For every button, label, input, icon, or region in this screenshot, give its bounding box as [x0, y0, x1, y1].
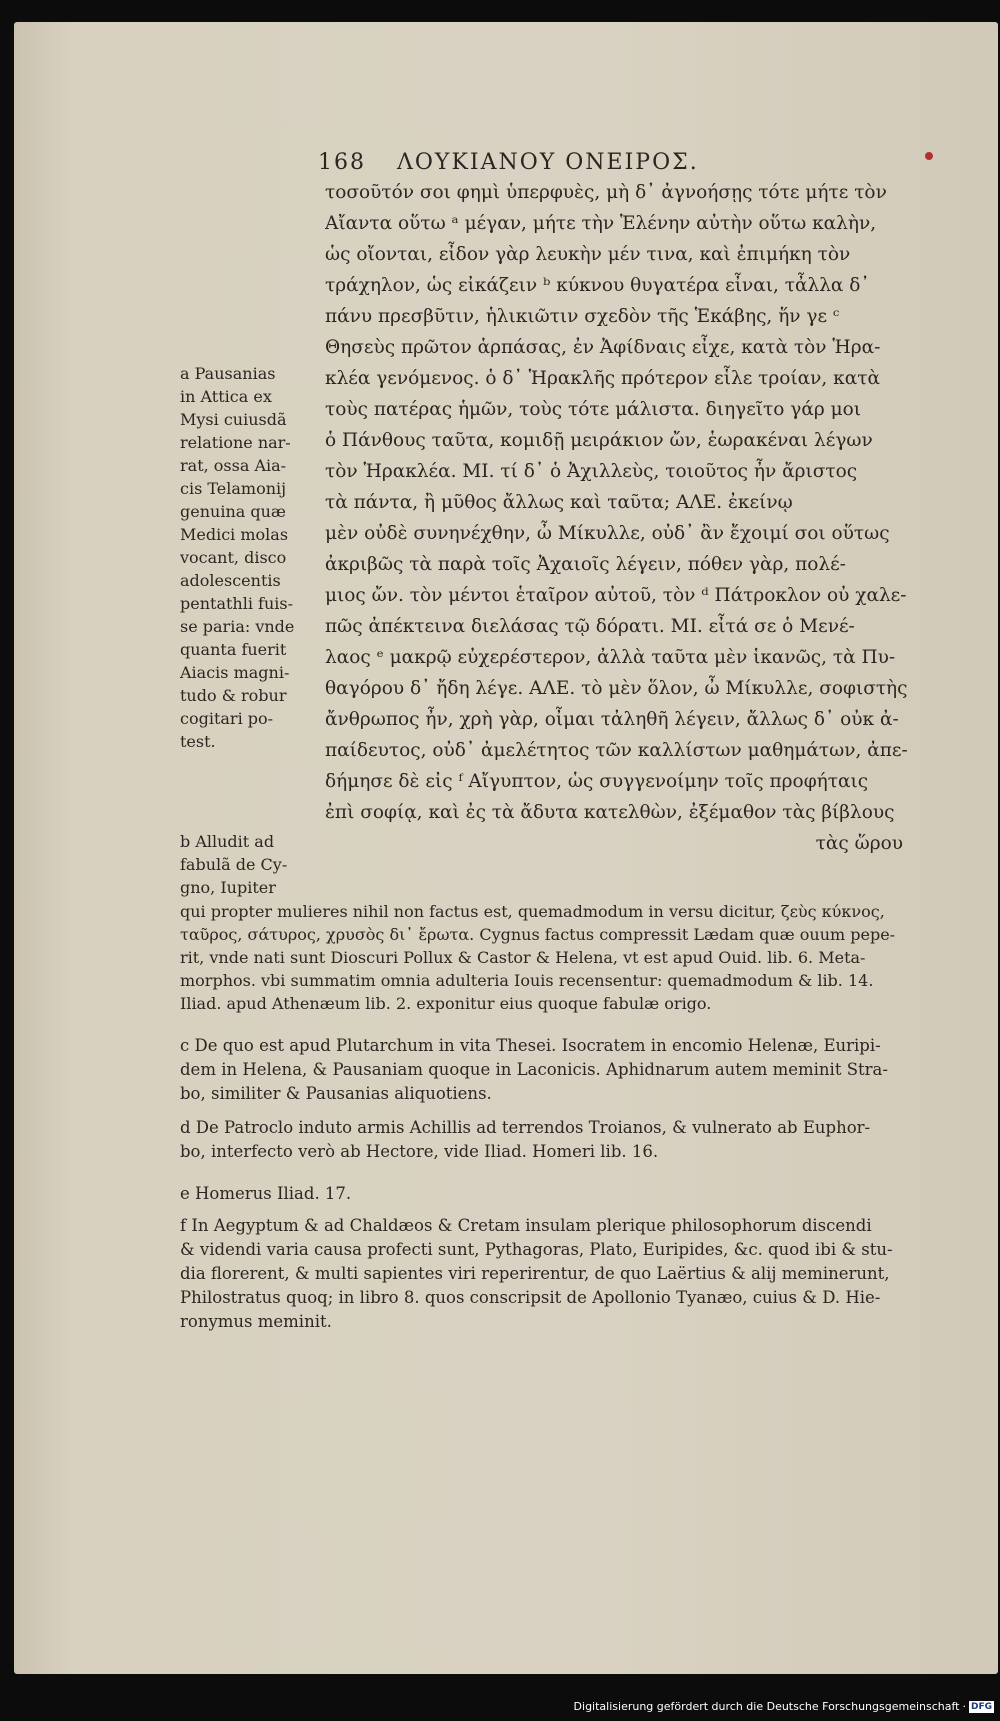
text-line: Mysi cuiusdã	[180, 410, 287, 429]
text-line: ἀκριβῶς τὰ παρὰ τοῖς Ἀχαιοῖς λέγειν, πόθεν γὰρ, πολέ-	[325, 554, 846, 575]
text-line: relatione nar-	[180, 433, 291, 452]
text-line: pentathli fuis-	[180, 594, 293, 613]
text-line: Θησεὺς πρῶτον ἁρπάσας, ἐν Ἀφίδναις εἶχε, κατὰ τὸν Ἡρα-	[325, 337, 881, 358]
text-line: rat, ossa Aia-	[180, 456, 287, 475]
ink-mark	[925, 152, 933, 160]
text-line: dem in Helena, & Pausaniam quoque in Laconicis. Aphidnarum autem meminit Stra-	[180, 1060, 888, 1079]
text-line: Iliad. apud Athenæum lib. 2. exponitur eius quoque fabulæ origo.	[180, 994, 712, 1013]
text-line: genuina quæ	[180, 502, 286, 521]
text-line: πάνυ πρεσβῦτιν, ἡλικιῶτιν σχεδὸν τῆς Ἑκάβης, ἥν γε ᶜ	[325, 306, 840, 327]
text-line: τὰς ὥρου	[815, 833, 903, 854]
text-line: ὡς οἴονται, εἶδον γὰρ λευκὴν μέν τινα, καὶ ἐπιμήκη τὸν	[325, 244, 851, 265]
text-line: ἄνθρωπος ἦν, χρὴ γὰρ, οἶμαι τἀληθῆ λέγειν, ἄλλως δ᾽ οὐκ ἀ-	[325, 709, 899, 730]
text-line: rit, vnde nati sunt Dioscuri Pollux & Castor & Helena, vt est apud Ouid. lib. 6. Meta-	[180, 948, 866, 967]
margin-note-a	[180, 362, 310, 753]
text-line: test.	[180, 732, 216, 751]
text-line: dia florerent, & multi sapientes viri reperirentur, de quo Laërtius & alij meminerunt,	[180, 1264, 890, 1283]
text-line: Aiacis magni-	[180, 663, 290, 682]
text-line: c De quo est apud Plutarchum in vita Thesei. Isocratem in encomio Helenæ, Euripi-	[180, 1036, 881, 1055]
text-line: τοσοῦτόν σοι φημὶ ὑπερφυὲς, μὴ δ᾽ ἀγνοήσῃς τότε μήτε τὸν	[325, 182, 887, 203]
text-line: quanta fuerit	[180, 640, 287, 659]
text-line: Medici molas	[180, 525, 289, 544]
digitization-credit: Digitalisierung gefördert durch die Deutsche Forschungsgemeinschaft · DFG	[573, 1700, 992, 1713]
footnote-f	[180, 1214, 922, 1334]
text-line: μὲν οὐδὲ συνηνέχθην, ὦ Μίκυλλε, οὐδ᾽ ἂν ἔχοιμί σοι οὕτως	[325, 523, 890, 544]
text-line: κλέα γενόμενος. ὁ δ᾽ Ἡρακλῆς πρότερον εἷλε τροίαν, κατὰ	[325, 368, 880, 389]
footnote-d	[180, 1116, 922, 1164]
footnote-c	[180, 1034, 922, 1106]
text-line: θαγόρου δ᾽ ἤδη λέγε. ΑΛΕ. τὸ μὲν ὅλον, ὦ Μίκυλλε, σοφιστὴς	[325, 678, 908, 699]
text-line: qui propter mulieres nihil non factus est, quemadmodum in versu dicitur, ζεὺς κύκνος,	[180, 902, 885, 921]
text-line: fabulã de Cy-	[180, 855, 288, 874]
text-line: d De Patroclo induto armis Achillis ad terrendos Troianos, & vulnerato ab Euphor-	[180, 1118, 871, 1137]
text-line: & videndi varia causa profecti sunt, Pythagoras, Plato, Euripides, &c. quod ibi & stu-	[180, 1240, 893, 1259]
credit-text: Digitalisierung gefördert durch die Deutsche Forschungsgemeinschaft	[573, 1700, 960, 1713]
text-line: ταῦρος, σάτυρος, χρυσὸς δι᾽ ἔρωτα. Cygnus factus compressit Lædam quæ ouum pepe-	[180, 925, 896, 944]
text-line: δήμησε δὲ εἰς ᶠ Αἴγυπτον, ὡς συγγενοίμην τοῖς προφήταις	[325, 771, 869, 792]
text-line: ὁ Πάνθους ταῦτα, κομιδῇ μειράκιον ὤν, ἑωρακέναι λέγων	[325, 430, 873, 451]
text-line: a Pausanias	[180, 364, 276, 383]
text-line: se paria: vnde	[180, 617, 295, 636]
text-line: in Attica ex	[180, 387, 272, 406]
text-line: bo, similiter & Pausanias aliquotiens.	[180, 1084, 492, 1103]
footnote-e	[180, 1182, 922, 1206]
text-line: παίδευτος, οὐδ᾽ ἀμελέτητος τῶν καλλίστων μαθημάτων, ἀπε-	[325, 740, 908, 761]
text-line: ἐπὶ σοφίᾳ, καὶ ἐς τὰ ἄδυτα κατελθὼν, ἐξέμαθον τὰς βίβλους	[325, 802, 895, 823]
text-line: gno, Iupiter	[180, 878, 276, 897]
text-line: tudo & robur	[180, 686, 287, 705]
text-line: cis Telamonij	[180, 479, 287, 498]
text-line: μιος ὤν. τὸν μέντοι ἑταῖρον αὐτοῦ, τὸν ᵈ Πάτροκλον οὐ χαλε-	[325, 585, 907, 606]
footnote-b-continued	[180, 900, 922, 1015]
dfg-logo: DFG	[970, 1701, 992, 1712]
text-line: τοὺς πατέρας ἡμῶν, τοὺς τότε μάλιστα. διηγεῖτο γάρ μοι	[325, 399, 862, 420]
text-line: e Homerus Iliad. 17.	[180, 1184, 352, 1203]
margin-note-b	[180, 830, 310, 899]
text-line: bo, interfecto verò ab Hectore, vide Iliad. Homeri lib. 16.	[180, 1142, 659, 1161]
text-line: f In Aegyptum & ad Chaldæos & Cretam insulam plerique philosophorum discendi	[180, 1216, 872, 1235]
running-header	[318, 150, 918, 175]
page-number: 168	[318, 150, 366, 175]
text-line: vocant, disco	[180, 548, 287, 567]
text-line: cogitari po-	[180, 709, 274, 728]
text-line: ronymus meminit.	[180, 1312, 332, 1331]
text-line: τράχηλον, ὡς εἰκάζειν ᵇ κύκνου θυγατέρα εἶναι, τἆλλα δ᾽	[325, 275, 870, 296]
text-line: λαος ᵉ μακρῷ εὐχερέστερον, ἀλλὰ ταῦτα μὲν ἱκανῶς, τὰ Πυ-	[325, 647, 896, 668]
text-line: b Alludit ad	[180, 832, 275, 851]
text-line: adolescentis	[180, 571, 281, 590]
running-title: ΛΟΥΚΙΑΝΟΥ ΟΝΕΙΡΟΣ.	[397, 150, 699, 175]
text-line: morphos. vbi summatim omnia adulteria Iouis recensentur: quemadmodum & lib. 14.	[180, 971, 874, 990]
text-line: πῶς ἀπέκτεινα διελάσας τῷ δόρατι. ΜΙ. εἶτά σε ὁ Μενέ-	[325, 616, 855, 637]
text-line: τὰ πάντα, ἢ μῦθος ἄλλως καὶ ταῦτα; ΑΛΕ. ἐκείνῳ	[325, 492, 793, 513]
text-line: Philostratus quoq; in libro 8. quos conscripsit de Apollonio Tyanæo, cuius & D. Hie-	[180, 1288, 881, 1307]
greek-main-text	[325, 177, 923, 859]
text-line: Αἴαντα οὕτω ᵃ μέγαν, μήτε τὴν Ἑλένην αὐτὴν οὕτω καλὴν,	[325, 213, 877, 234]
text-line: τὸν Ἡρακλέα. ΜΙ. τί δ᾽ ὁ Ἀχιλλεὺς, τοιοῦτος ἦν ἄριστος	[325, 461, 858, 482]
